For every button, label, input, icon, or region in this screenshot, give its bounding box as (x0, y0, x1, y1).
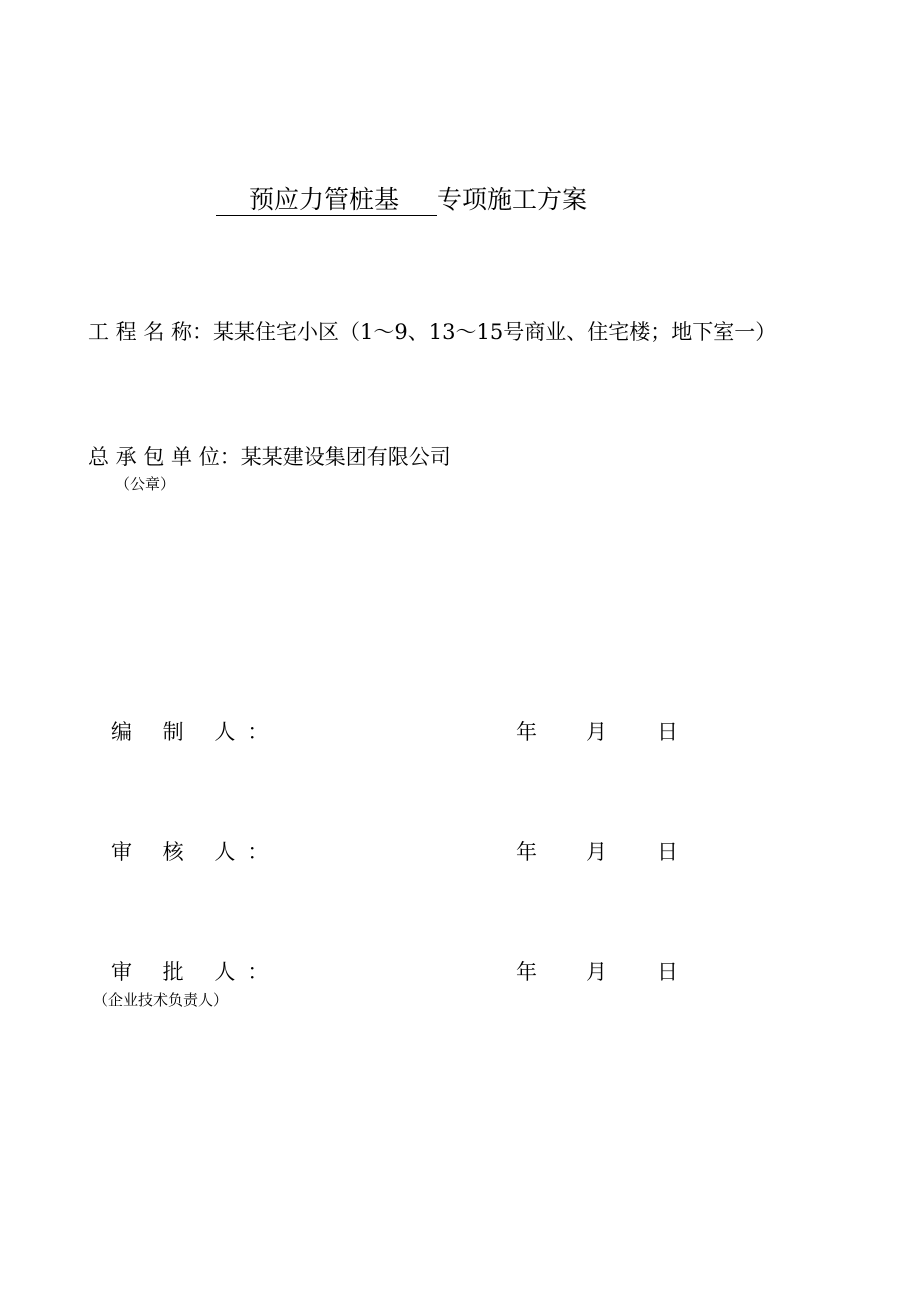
compiler-label-text: 编 制 人： (111, 720, 281, 744)
compiler-label (111, 718, 280, 746)
document-title (216, 184, 587, 216)
reviewer-day-label: 日 (657, 840, 678, 864)
project-name-value: 某某住宅小区（1～9、13～15号商业、住宅楼；地下室一） (213, 320, 777, 344)
contractor-value: 某某建设集团有限公司 (240, 445, 451, 469)
project-name-row (88, 318, 776, 346)
approver-label (111, 958, 280, 986)
seal-note: （公章） (115, 475, 176, 493)
reviewer-label (111, 838, 280, 866)
compiler-year-label: 年 (516, 720, 537, 744)
contractor-row (88, 443, 451, 471)
project-name-label: 工 程 名 称： (88, 320, 214, 344)
title-underlined-text: 预应力管桩基 (249, 185, 400, 214)
reviewer-label-text: 审 核 人： (111, 840, 281, 864)
approver-month-label: 月 (586, 960, 607, 984)
approver-day-label: 日 (657, 960, 678, 984)
title-underlined-segment (216, 185, 437, 216)
approver-year-label: 年 (516, 960, 537, 984)
approver-label-text: 审 批 人： (111, 960, 281, 984)
compiler-month-label: 月 (586, 720, 607, 744)
reviewer-month-label: 月 (586, 840, 607, 864)
reviewer-year-label: 年 (516, 840, 537, 864)
approver-note: （企业技术负责人） (93, 991, 229, 1009)
title-rest-text: 专项施工方案 (437, 185, 588, 214)
compiler-day-label: 日 (657, 720, 678, 744)
contractor-label: 总 承 包 单 位： (88, 445, 241, 469)
